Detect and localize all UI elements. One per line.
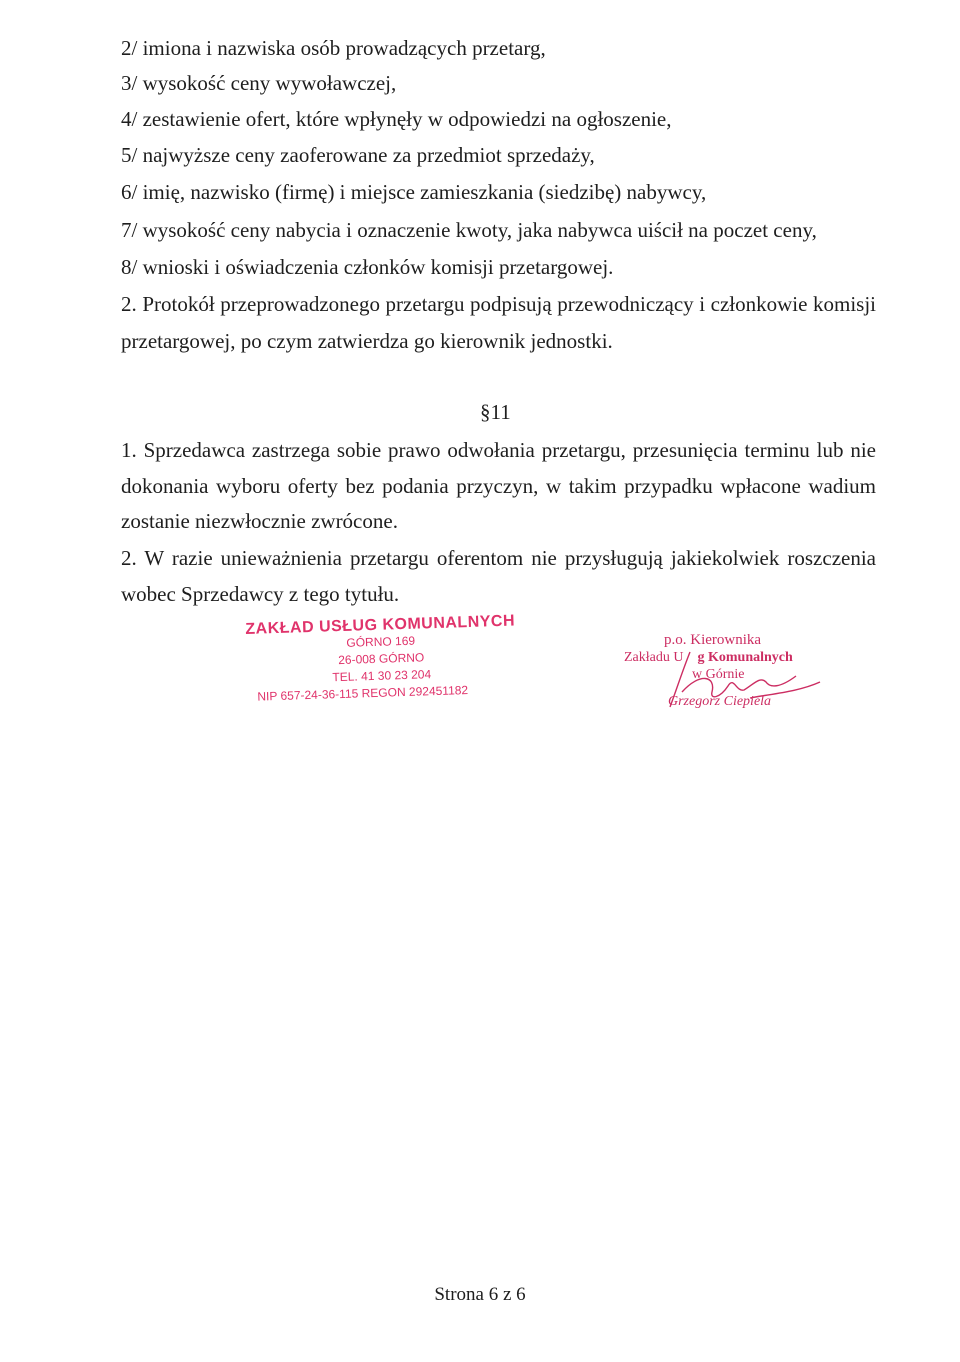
paragraph-line: wobec Sprzedawcy z tego tytułu. <box>121 582 400 606</box>
signature-name: Grzegorz Ciepiela <box>668 694 772 709</box>
signature-place: w Górnie <box>692 667 745 682</box>
signature-unit-a: Zakładu U <box>624 650 684 665</box>
stamp-address: GÓRNO 169 <box>346 633 416 650</box>
handwritten-signature-icon <box>620 632 835 722</box>
list-item: 6/ imię, nazwisko (firmę) i miejsce zamieszkania (siedzibę) nabywcy, <box>121 180 707 204</box>
section-heading: §11 <box>480 400 511 424</box>
paragraph-line: 2. W razie unieważnienia przetargu oferentom nie przysługują jakiekolwiek roszczenia <box>121 546 876 570</box>
paragraph-line: przetargowej, po czym zatwierdza go kierownik jednostki. <box>121 329 613 353</box>
page-footer: Strona 6 z 6 <box>434 1284 526 1305</box>
stamp-phone: TEL. 41 30 23 204 <box>332 667 432 685</box>
signature-title: p.o. Kierownika <box>664 632 762 648</box>
stamp-name: ZAKŁAD USŁUG KOMUNALNYCH <box>245 612 516 638</box>
list-item: 8/ wnioski i oświadczenia członków komisji przetargowej. <box>121 255 614 279</box>
paragraph-line: zostanie niezwłocznie zwrócone. <box>121 509 398 533</box>
list-item: 4/ zestawienie ofert, które wpłynęły w odpowiedzi na ogłoszenie, <box>121 107 672 131</box>
signature-block <box>620 632 835 722</box>
company-stamp <box>245 613 518 711</box>
stamp-ids: NIP 657-24-36-115 REGON 292451182 <box>257 683 469 704</box>
paragraph-line: dokonania wyboru oferty bez podania przyczyn, w takim przypadku wpłacone wadium <box>121 474 876 498</box>
paragraph-line: 1. Sprzedawca zastrzega sobie prawo odwołania przetargu, przesunięcia terminu lub nie <box>121 438 876 462</box>
list-item: 5/ najwyższe ceny zaoferowane za przedmiot sprzedaży, <box>121 143 595 167</box>
list-item: 3/ wysokość ceny wywoławczej, <box>121 71 397 95</box>
list-item: 7/ wysokość ceny nabycia i oznaczenie kwoty, jaka nabywca uiścił na poczet ceny, <box>121 218 817 242</box>
signature-unit-b: g Komunalnych <box>697 650 793 665</box>
list-item: 2/ imiona i nazwiska osób prowadzących przetarg, <box>121 36 546 60</box>
paragraph-line: 2. Protokół przeprowadzonego przetargu podpisują przewodniczący i członkowie komisji <box>121 292 876 316</box>
stamp-postal: 26-008 GÓRNO <box>338 650 425 668</box>
